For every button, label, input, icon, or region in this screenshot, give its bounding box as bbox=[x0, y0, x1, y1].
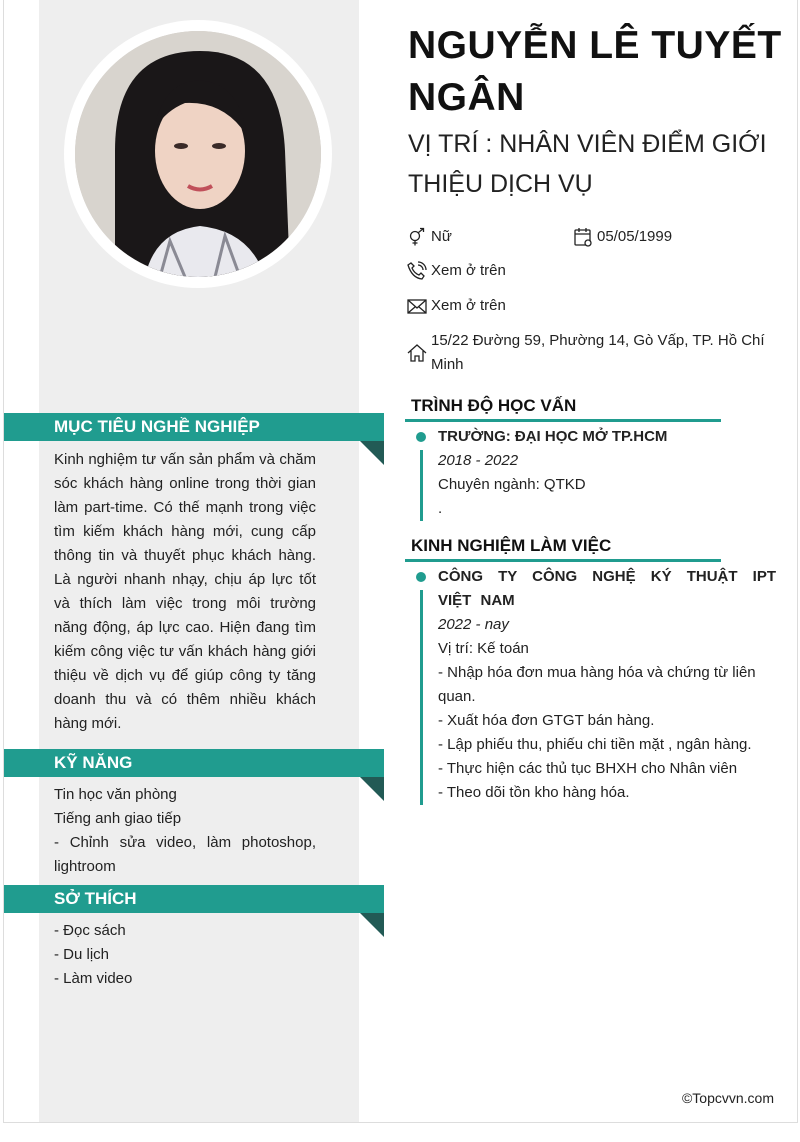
education-major: Chuyên ngành: QTKD bbox=[438, 476, 586, 493]
home-icon bbox=[407, 343, 427, 363]
experience-role: Vị trí: Kế toán bbox=[438, 640, 529, 657]
address-row bbox=[407, 329, 782, 377]
calendar-icon bbox=[573, 227, 593, 247]
birthday-row bbox=[573, 225, 672, 249]
timeline-dot bbox=[416, 572, 426, 582]
experience-period: 2022 - nay bbox=[438, 616, 509, 633]
education-period: 2018 - 2022 bbox=[438, 452, 519, 469]
skills-list bbox=[54, 783, 316, 879]
address-value: 15/22 Đường 59, Phường 14, Gò Vấp, TP. Hồ Chí Minh bbox=[431, 332, 765, 373]
duty-item: - Nhập hóa đơn mua hàng hóa và chứng từ liên quan. bbox=[438, 664, 756, 705]
phone-row bbox=[407, 259, 506, 283]
gender-row bbox=[407, 225, 452, 249]
skill-item: Tin học văn phòng bbox=[54, 786, 177, 803]
heading-underline bbox=[405, 559, 721, 562]
hobby-item: - Du lịch bbox=[54, 946, 110, 963]
section-band-objective: MỤC TIÊU NGHỀ NGHIỆP bbox=[4, 413, 384, 441]
education-entry bbox=[438, 425, 776, 521]
candidate-name: NGUYỄN LÊ TUYẾT NGÂN bbox=[408, 24, 782, 119]
band-fold bbox=[360, 777, 384, 801]
hobbies-list bbox=[54, 919, 316, 991]
timeline-line bbox=[420, 590, 423, 805]
birthday-value: 05/05/1999 bbox=[597, 228, 673, 245]
education-note: . bbox=[438, 500, 443, 517]
position-title: VỊ TRÍ : NHÂN VIÊN ĐIỂM GIỚI THIỆU DỊCH VỤ bbox=[408, 130, 767, 198]
email-row bbox=[407, 294, 506, 318]
timeline-line bbox=[420, 450, 423, 521]
gender-value: Nữ bbox=[431, 228, 452, 245]
hobby-item: - Đọc sách bbox=[54, 922, 126, 939]
section-band-skills: KỸ NĂNG bbox=[4, 749, 384, 777]
skill-item: Tiếng anh giao tiếp bbox=[54, 810, 182, 827]
heading-underline bbox=[405, 419, 721, 422]
school-name: TRƯỜNG: ĐẠI HỌC MỞ TP.HCM bbox=[438, 428, 668, 445]
experience-heading: KINH NGHIỆM LÀM VIỆC bbox=[411, 536, 612, 555]
skill-item: - Chỉnh sửa video, làm photoshop, lightroom bbox=[54, 834, 316, 875]
phone-icon bbox=[407, 261, 427, 281]
section-band-hobbies: SỞ THÍCH bbox=[4, 885, 384, 913]
email-value: Xem ở trên bbox=[431, 297, 506, 314]
education-heading: TRÌNH ĐỘ HỌC VẤN bbox=[411, 396, 577, 415]
footer-credit: ©Topcvvn.com bbox=[681, 1090, 774, 1106]
band-fold bbox=[360, 441, 384, 465]
timeline-dot bbox=[416, 432, 426, 442]
band-fold bbox=[360, 913, 384, 937]
gender-icon bbox=[407, 227, 427, 247]
hobby-item: - Làm video bbox=[54, 970, 133, 987]
duty-item: - Lập phiếu thu, phiếu chi tiền mặt , ngân hàng. bbox=[438, 736, 752, 753]
duty-item: - Xuất hóa đơn GTGT bán hàng. bbox=[438, 712, 655, 729]
phone-value: Xem ở trên bbox=[431, 262, 506, 279]
duty-item: - Thực hiện các thủ tục BHXH cho Nhân viên bbox=[438, 760, 738, 777]
avatar bbox=[75, 31, 321, 277]
company-name: CÔNG TY CÔNG NGHỆ KÝ THUẬT IPT VIỆT NAM bbox=[438, 568, 776, 609]
envelope-icon bbox=[407, 296, 427, 316]
experience-entry bbox=[438, 565, 776, 805]
duty-item: - Theo dõi tồn kho hàng hóa. bbox=[438, 784, 630, 801]
objective-text: Kinh nghiệm tư vấn sản phẩm và chăm sóc khách hàng online trong thời gian làm part-time. Có thế mạnh trong việc tìm kiếm khách hàng mới, cung cấp thông tin và thuyết phục khách hàng. Là người nhanh nhạy, chịu áp lực tốt và thích làm việc trong môi trường năng động, áp lực cao. Hiện đang tìm kiếm công việc tư vấn khách hàng giới thiệu về dịch vụ để giúp công ty tăng doanh thu và có thêm nhiều khách hàng mới. bbox=[54, 451, 316, 732]
